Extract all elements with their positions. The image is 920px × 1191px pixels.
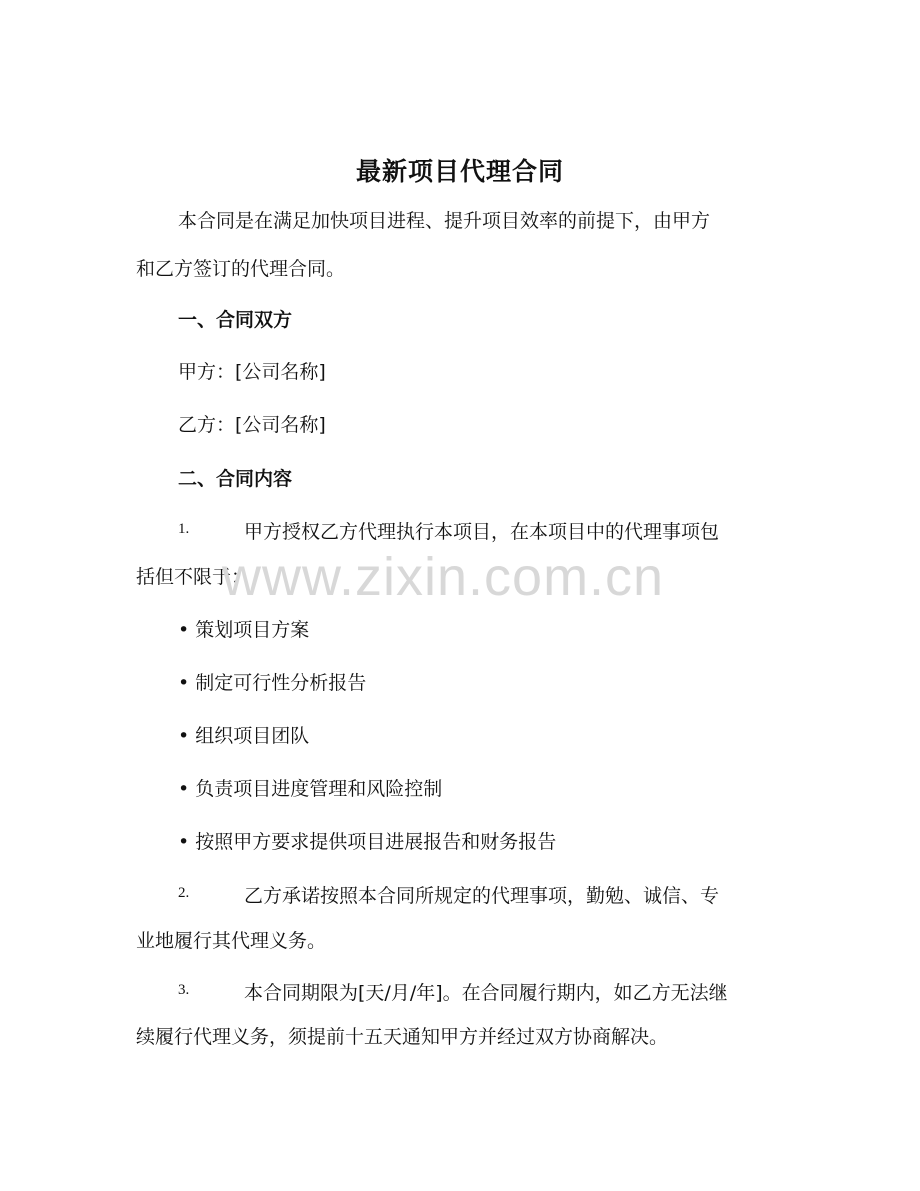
item-2-line-1: 乙方承诺按照本合同所规定的代理事项，勤勉、诚信、专 [244, 885, 720, 907]
party-a: 甲方：[公司名称] [178, 361, 326, 383]
watermark: www.zixin.com.cn [222, 547, 665, 607]
bullet-item: • 组织项目团队 [178, 725, 310, 747]
item-1-line-2: 括但不限于： [136, 566, 251, 588]
intro-line-2: 和乙方签订的代理合同。 [136, 258, 346, 280]
item-1-line-1: 甲方授权乙方代理执行本项目，在本项目中的代理事项包 [244, 521, 720, 543]
bullet-item: • 制定可行性分析报告 [178, 672, 367, 694]
item-number: 1. [178, 521, 190, 537]
document-title: 最新项目代理合同 [355, 157, 564, 186]
item-number: 2. [178, 885, 190, 901]
item-2-line-2: 业地履行其代理义务。 [136, 930, 327, 952]
section1-heading: 一、合同双方 [178, 309, 293, 331]
bullet-item: • 负责项目进度管理和风险控制 [178, 778, 443, 800]
item-3-line-1: 本合同期限为[天/月/年]。在合同履行期内，如乙方无法继 [244, 982, 728, 1004]
item-number: 3. [178, 982, 190, 998]
bullet-item: • 按照甲方要求提供项目进展报告和财务报告 [178, 831, 557, 853]
section2-heading: 二、合同内容 [178, 468, 293, 490]
item-3-line-2: 续履行代理义务，须提前十五天通知甲方并经过双方协商解决。 [136, 1026, 669, 1048]
intro-line-1: 本合同是在满足加快项目进程、提升项目效率的前提下，由甲方 [178, 210, 711, 232]
bullet-item: • 策划项目方案 [178, 619, 310, 641]
party-b: 乙方：[公司名称] [178, 414, 326, 436]
